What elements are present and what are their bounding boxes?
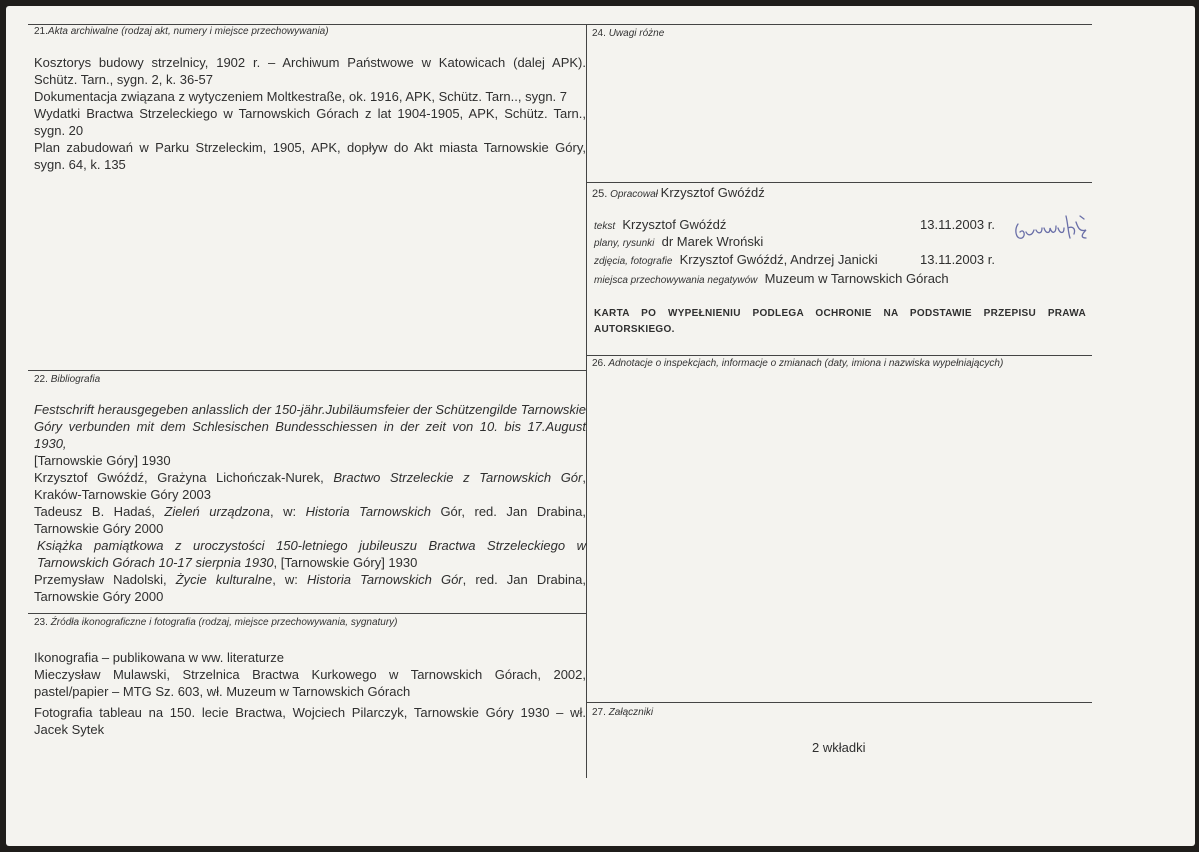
rule-22 [28,370,586,371]
rule-26 [586,355,1092,356]
tekst-date: 13.11.2003 r. [920,217,995,232]
plany-value: dr Marek Wroński [661,234,764,249]
bibliography-entry: Krzysztof Gwóźdź, Grażyna Lichończak-Nurek, Bractwo Strzeleckie z Tarnowskich Gór, Kraków-Tarnowskie Góry 2003 [34,470,586,502]
top-rule [28,24,1092,25]
rule-27 [586,702,1092,703]
section-25-label: 25. Opracował Krzysztof Gwóźdź [592,185,765,200]
source-entry: Mieczysław Mulawski, Strzelnica Bractwa Kurkowego w Tarnowskich Górach, 2002, pastel/papier – MTG Sz. 603, wł. Muzeum w Tarnowskich Górach [34,667,586,699]
tekst-value: Krzysztof Gwóźdź [622,217,727,232]
bibliography-entry: Festschrift herausgegeben anlasslich der 150-jähr.Jubiläumsfeier der Schützengilde Tarnowskie Góry verbunden mit dem Schlesischen Bundesschiessen in der zeit von 10. bis 17.August 1930, [Tarnowskie Góry] 1930 [34,402,586,468]
zdjecia-value: Krzysztof Gwóźdź, Andrzej Janicki [679,252,878,267]
author-name: Krzysztof Gwóźdź [660,185,765,200]
zdjecia-date: 13.11.2003 r. [920,252,995,267]
section-27-label: 27. Załączniki [592,707,654,718]
negatywy-row: miejsca przechowywania negatywów Muzeum w Tarnowskich Górach [594,271,949,286]
section-21-content [34,54,586,173]
source-entry: Fotografia tableau na 150. lecie Bractwa, Wojciech Pilarczyk, Tarnowskie Góry 1930 – wł. Jacek Sytek [34,705,586,737]
archive-entry: Plan zabudowań w Parku Strzeleckim, 1905, APK, dopływ do Akt miasta Tarnowskie Góry, sygn. 64, k. 135 [34,140,586,172]
archive-entry: Dokumentacja związana z wytyczeniem Moltkestraße, ok. 1916, APK, Schütz. Tarn.., sygn. 7 [34,89,567,104]
section-23-content [34,649,586,738]
column-divider [586,24,587,778]
tekst-row: tekst Krzysztof Gwóźdź [594,217,727,232]
section-22-content [34,401,586,605]
archival-card-page [6,6,1195,846]
zdjecia-row: zdjęcia, fotografie Krzysztof Gwóźdź, Andrzej Janicki [594,252,878,267]
negatywy-value: Muzeum w Tarnowskich Górach [764,271,949,286]
section-26-label: 26. Adnotacje o inspekcjach, informacje o zmianach (daty, imiona i nazwiska wypełniających) [592,358,1004,369]
section-22-label: 22. Bibliografia [34,374,101,385]
bibliography-entry: Książka pamiątkowa z uroczystości 150-letniego jubileuszu Bractwa Strzeleckiego w Tarnowskich Górach 10-17 sierpnia 1930, [Tarnowskie Góry] 1930 [37,538,586,570]
signature-image [1010,210,1096,250]
copyright-notice: KARTA PO WYPEŁNIENIU PODLEGA OCHRONIE NA PODSTAWIE PRZEPISU PRAWA AUTORSKIEGO. [594,308,1086,335]
source-entry: Ikonografia – publikowana w ww. literaturze [34,650,285,665]
attachments-value: 2 wkładki [812,740,866,755]
section-21-label: 21.Akta archiwalne (rodzaj akt, numery i miejsce przechowywania) [34,26,329,37]
section-23-label: 23. Źródła ikonograficzne i fotografia (rodzaj, miejsce przechowywania, sygnatury) [34,617,398,628]
archive-entry: Wydatki Bractwa Strzeleckiego w Tarnowskich Górach z lat 1904-1905, APK, Schütz. Tarn., sygn. 20 [34,106,586,138]
archive-entry: Kosztorys budowy strzelnicy, 1902 r. – Archiwum Państwowe w Katowicach (dalej APK). Schütz. Tarn., sygn. 2, k. 36-57 [34,55,586,87]
section-24-label: 24. Uwagi różne [592,28,665,39]
rule-25 [586,182,1092,183]
rule-23 [28,613,586,614]
plany-row: plany, rysunki dr Marek Wroński [594,234,764,249]
bibliography-entry: Przemysław Nadolski, Życie kulturalne, w: Historia Tarnowskich Gór, red. Jan Drabina, Tarnowskie Góry 2000 [34,572,586,604]
bibliography-entry: Tadeusz B. Hadaś, Zieleń urządzona, w: Historia Tarnowskich Gór, red. Jan Drabina, Tarnowskie Góry 2000 [34,504,586,536]
